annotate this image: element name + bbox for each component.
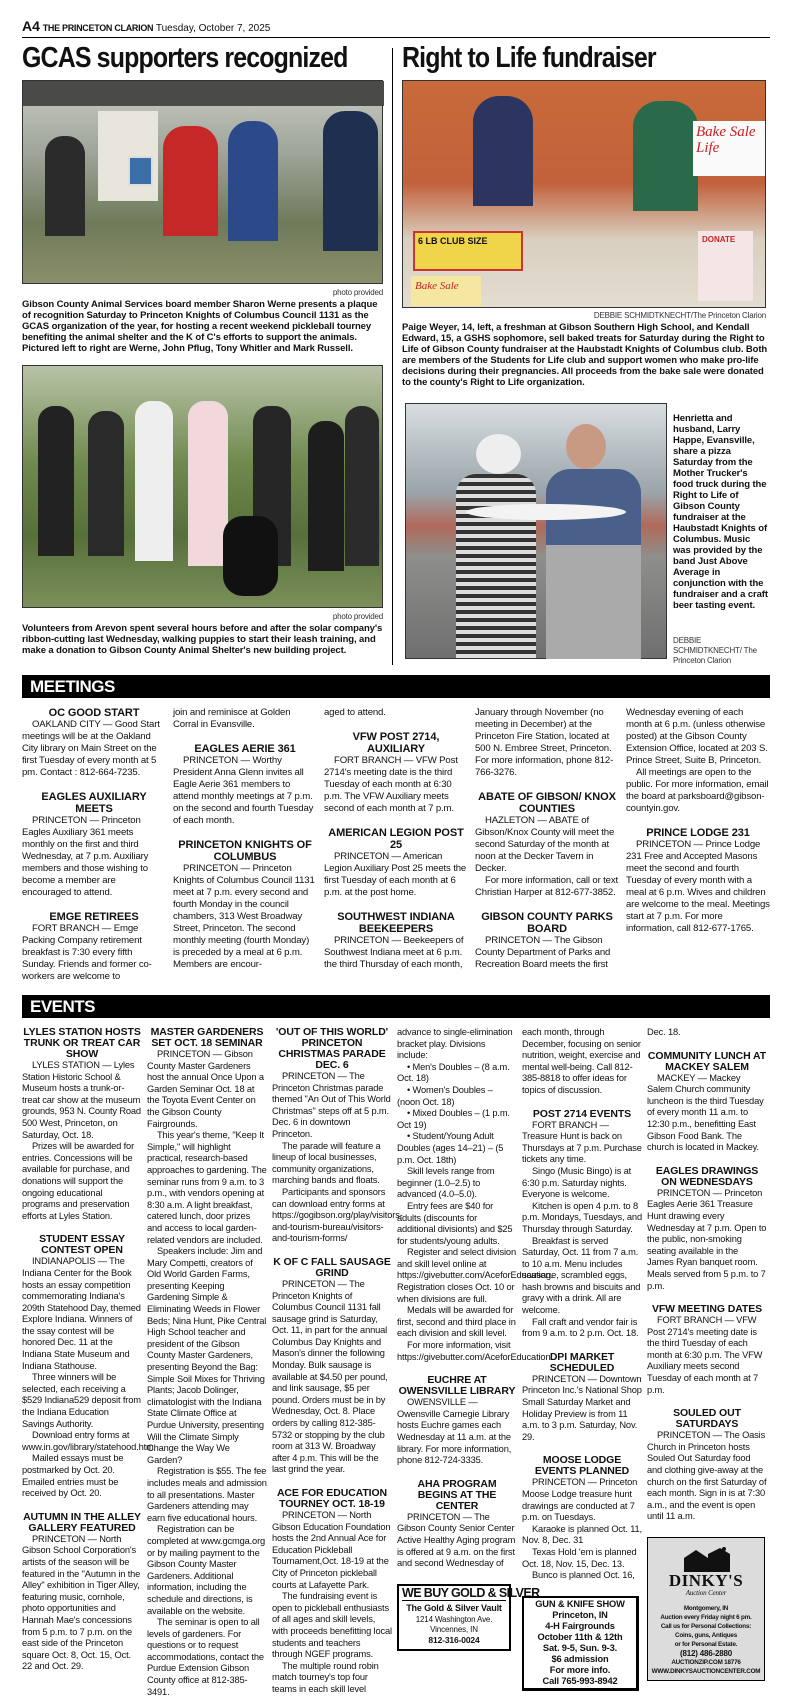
item-heading: MASTER GARDENERS SET OCT. 18 SEMINAR <box>150 1026 264 1049</box>
meetings-column <box>173 707 317 971</box>
item-paragraph: PRINCETON — The Princeton Christmas parade themed "An Out of This World Christmas" steps off at 5 p.m. Dec. 6 in downtown Princeton. <box>272 1071 391 1139</box>
item-paragraph: PRINCETON — Beekeepers of Southwest Indiana meet at 6 p.m. the third Thursday of each month, <box>324 935 464 970</box>
item-paragraph: • Mixed Doubles – (1 p.m. Oct 19) <box>397 1108 510 1130</box>
gun-ad-line: Princeton, IN <box>552 1609 608 1620</box>
ad-gun-knife-show <box>522 1596 639 1691</box>
item-paragraph: Kitchen is open 4 p.m. to 8 p.m. Mondays, Tuesdays, and Thursday through Saturday. <box>522 1200 642 1234</box>
item-heading: MOOSE LODGE EVENTS PLANNED <box>534 1454 630 1478</box>
item-paragraph: Fall craft and vendor fair is from 9 a.m. to 2 p.m. Oct. 18. <box>522 1316 639 1339</box>
ad-gold-city: Vincennes, IN <box>430 1624 478 1634</box>
item-heading: PRINCE LODGE 231 <box>646 827 750 839</box>
item-heading: LYLES STATION HOSTS TRUNK OR TREAT CAR SHOW <box>23 1026 141 1060</box>
item-paragraph: FORT BRANCH — VFW Post 2714's meeting date is the third Tuesday of each month at 6:30 p.m. The VFW Auxiliary meets second of each month at 7 p.m. <box>324 755 458 814</box>
events-column <box>272 1026 403 1696</box>
item-paragraph: Karaoke is planned Oct. 11, Nov. 8, Dec. 31 <box>522 1523 642 1546</box>
sign-bake-sale-bottom: Bake Sale <box>411 276 481 306</box>
item-paragraph: PRINCETON — Downtown Princeton Inc.'s National Shop Small Saturday Market and Holiday Preview is from 11 a.m. to 3 p.m. Saturday, Nov. 29. <box>522 1373 642 1442</box>
item-paragraph: Entry fees are $40 for adults (discounts for additional divisionts) and $25 for students/young adults. <box>397 1200 513 1246</box>
dinky-logo: DINKY'S <box>668 1571 744 1590</box>
sign-life-text: Life <box>696 140 720 156</box>
item-paragraph: • Men's Doubles – (8 a.m. Oct. 18) <box>397 1061 510 1084</box>
item-paragraph: PRINCETON — Princeton Eagles Auxiliary 361 meets monthly on the first and third Wednesday, at 7 p.m. Auxiliary members and those wishing to become a member are encouraged to attend. <box>22 815 149 898</box>
item-paragraph: each month, through December, focusing on senior nutrition, weight, exercise and mental well-being. Call 812-385-8818 to offer ideas for topics of discussion. <box>522 1027 641 1095</box>
item-paragraph: Medals will be awarded for first, second and third place in each division and skill level. <box>397 1305 516 1339</box>
item-paragraph: aged to attend. <box>324 707 386 718</box>
dinky-ad-line: Montgomery, IN <box>683 1605 729 1612</box>
gun-ad-line: $6 admission <box>551 1653 609 1664</box>
item-paragraph: Three winners will be selected, each receiving a $529 Indiana529 deposit from the Indiana Education Savings Authority. <box>22 1372 141 1429</box>
item-paragraph: MACKEY — Mackey Salem Church community luncheon is the third Tuesday of every month 11 a.m. to 12:30 p.m., benefitting East Gibson Food Bank. The church is located in Mackey. <box>647 1072 764 1153</box>
item-heading: SOUTHWEST INDIANA BEEKEEPERS <box>337 911 455 935</box>
events-column <box>647 1027 767 1681</box>
paper-name: THE PRINCETON CLARION <box>42 23 154 33</box>
item-heading: EUCHRE AT OWENSVILLE LIBRARY <box>398 1374 516 1398</box>
gun-ad-line: Call 765-993-8942 <box>542 1675 618 1686</box>
item-heading: ABATE OF GIBSON/ KNOX COUNTIES <box>478 791 616 815</box>
photo2-caption: Volunteers from Arevon spent several hours before and after the solar company's ribbon-cutting last Wednesday, walking puppies to start their leash training, and make a donation to Gibson County Animal Shelter's new building project. <box>22 623 383 656</box>
item-heading: K OF C FALL SAUSAGE GRIND <box>273 1255 391 1279</box>
listings-section <box>22 675 770 1708</box>
meetings-columns <box>22 707 770 983</box>
item-paragraph: • Women's Doubles – (noon Oct. 18) <box>397 1084 493 1107</box>
item-paragraph: Participants and sponsors can download entry forms at https://gogibson.org/play/visitors-and-tourism-bureau/visitors-and-tourism-forms/ <box>272 1186 403 1244</box>
item-paragraph: Registration is $55. The fee includes meals and admission to all presentations. Master Gardeners attending may earn five educational hours. <box>147 1466 267 1523</box>
item-paragraph: PRINCETON — The Oasis Church in Princeton hosts Souled Out Saturday food and clothing give-away at the church on the first Saturday of each month. Sign in is at 7:30 a.m., and the event is open until 11 a.m. <box>647 1430 767 1522</box>
events-header: EVENTS <box>22 995 770 1018</box>
photo-happe-couple <box>405 403 667 659</box>
meetings-column <box>22 707 166 983</box>
dinky-ad-line: Auction every Friday night 6 pm. <box>660 1614 752 1621</box>
item-paragraph: OAKLAND CITY — Good Start meetings will be at the Oakland City library on Main Street on the first Tuesday of every month at 5 pm. Contact : 812-664-7235. <box>22 719 160 778</box>
page-folio <box>22 18 270 34</box>
dinky-lines <box>649 1604 763 1676</box>
item-heading: EAGLES AERIE 361 <box>194 743 296 755</box>
item-paragraph: Singo (Music Bingo) is at 6:30 p.m. Saturday nights. Everyone is welcome. <box>522 1165 632 1200</box>
item-paragraph: INDIANAPOLIS — The Indiana Center for the Book hosts an essay competition commemorating Indiana's 209th Statehood Day, themed Explore Indiana. Winners of the ssay contest will be honored Dec. 11 at the Indiana State Museum and Indiana Stathouse. <box>22 1256 141 1371</box>
photo-bake-sale <box>402 80 766 308</box>
item-heading: AMERICAN LEGION POST 25 <box>328 827 464 851</box>
item-paragraph: The fundraising event is open to pickleball enthusiasts of all ages and skill levels, with proceeds benefitting local students and teachers through NGEF programs. <box>272 1591 392 1660</box>
item-heading: PRINCETON KNIGHTS OF COLUMBUS <box>178 839 312 863</box>
meetings-column <box>475 707 619 971</box>
ad-gold-phone: 812-316-0024 <box>428 1634 480 1645</box>
item-paragraph: Prizes will be awarded for entries. Concessions will be available for purchase, and donations will support the ongoing educational programs and preservation efforts at Lyles Station. <box>22 1141 135 1221</box>
item-heading: EAGLES DRAWINGS ON WEDNESDAYS <box>655 1164 759 1188</box>
item-paragraph: PRINCETON — Princeton Eagles Aerie 361 Treasure Hunt drawing every Wednesday at 7 p.m. Open to the public, non-smoking seating available in the James Ryan banquet room. Meals served from 5 p.m. to 7 p.m. <box>647 1187 767 1291</box>
item-paragraph: PRINCETON — Princeton Knights of Columbus Council 1131 meet at 7 p.m. every second and fourth Monday in the council chambers, 313 West Broadway Street, Princeton. The second monthly meeting (fourth Monday) is preceded by a meal at 6 p.m. Members are encour- <box>173 863 315 970</box>
item-paragraph: Mailed essays must be postmarked by Oct. 20. Emailed entries must be received by Oct. 20. <box>22 1453 124 1499</box>
item-paragraph: All meetings are open to the public. For more information, email the board at parksboard@gibson-countyin.gov. <box>626 767 769 814</box>
item-paragraph: PRINCETON — North Gibson School Corporation's artists of the season will be featured in the "Autumn in the Alley" exhibition in Tiger Alley, featuring music, cornhole, photo opportunities and Hannah Mae's concessions from 5 p.m. to 7 p.m. on the east side of the Princeton square Oct. 8, Oct. 15, Oct. 22 and Oct. 29. <box>22 1533 141 1672</box>
item-heading: 'OUT OF THIS WORLD' PRINCETON CHRISTMAS PARADE DEC. 6 <box>275 1026 389 1071</box>
item-paragraph: PRINCETON — Princeton Moose Lodge treasure hunt drawings are conducted at 7 p.m. on Tuesdays. <box>522 1477 638 1523</box>
item-paragraph: Skill levels range from beginner (1.0–2.5) to advanced (4.0–5.0). <box>397 1166 495 1200</box>
sign-club-size: 6 LB CLUB SIZE <box>413 231 523 271</box>
item-paragraph: Registration can be completed at www.gcmga.org or by mailing payment to the Gibson County Master Gardeners. Additional information, including the schedule and directions, is available on the website. <box>147 1524 266 1616</box>
meetings-column <box>626 707 770 935</box>
item-paragraph: PRINCETON — Worthy President Anna Glenn invites all Eagle Aerie 361 members to attend monthly meetings at 7 p.m. on the second and fourth Tuesday of each month. <box>173 755 314 826</box>
item-paragraph: join and reminisce at Golden Corral in Evansville. <box>173 707 291 730</box>
sign-bake-sale-text: Bake Sale <box>696 124 756 140</box>
item-heading: VFW MEETING DATES <box>651 1303 763 1316</box>
item-paragraph: advance to single-elimination bracket play. Divisions include: <box>397 1027 513 1061</box>
meetings-header: MEETINGS <box>22 675 770 698</box>
item-paragraph: LYLES STATION — Lyles Station Historic School & Museum hosts a trunk-or-treat car show at the museum grounds, 953 N. County Road 500 West, Princeton, on Saturday, Oct. 18. <box>22 1060 141 1140</box>
ad-gold-name: The Gold & Silver Vault <box>406 1603 502 1614</box>
events-column <box>22 1026 154 1673</box>
gun-ad-line: October 11th & 12th <box>537 1631 623 1642</box>
item-heading: DPI MARKET SCHEDULED <box>549 1350 615 1374</box>
item-paragraph: January through November (no meeting in December) at the Princeton Fire Station, located at 500 N. Embree Street, Princeton. For more information, phone 812-766-3276. <box>475 707 614 778</box>
item-paragraph: Speakers include: Jim and Mary Competti, creators of Old World Garden Farms, presenting Keeping Gardening Simple & Eliminating Weeds in Flower Beds; Nina Hunt, Pike Central High School teacher and president of the Gibson County Master Gardeners, presenting Beyond the Bag: Simple Soil Mixes for Thriving Plants; Jacob Dolinger, climatologist with the Indiana State Climate Office at Purdue University, presenting Will the Climate Simply Change the Way We Garden? <box>147 1246 267 1465</box>
dinky-ad-line: Coins, guns, Antiques <box>674 1632 738 1639</box>
item-paragraph: Download entry forms at www.in.gov/library/statehood.htm <box>22 1430 154 1452</box>
item-paragraph: • Student/Young Adult Doubles (ages 14–21) – (5 p.m. Oct. 18th) <box>397 1131 504 1165</box>
left-headline: GCAS supporters recognized <box>22 42 348 74</box>
item-paragraph: This year's theme, "Keep It Simple," will highlight practical, research-based approaches to gardening. The seminar runs from 9 a.m. to 3 p.m., with vendors opening at 8:30 a.m. A light breakfast, catered lunch, door prizes and access to local garden-related vendors are included. <box>147 1130 267 1245</box>
item-heading: ACE FOR EDUCATION TOURNEY OCT. 18-19 <box>276 1487 388 1510</box>
dinky-ad-line: WWW.DINKYSAUCTIONCENTER.COM <box>651 1668 761 1675</box>
events-column <box>147 1027 267 1698</box>
item-paragraph: OWENSVILLE — Owensville Carnegie Library hosts Euchre games each Wednesday at 11 a.m. at the library. For more information, phone 812-724-3335. <box>397 1397 512 1466</box>
item-paragraph: The seminar is open to all levels of gardeners. For questions or to request accommodations, contact the Purdue Extension Gibson County office at 812-385-3491. <box>147 1617 264 1697</box>
item-heading: POST 2714 EVENTS <box>532 1107 632 1120</box>
photo1-caption: Gibson County Animal Services board member Sharon Werne presents a plaque of recognition Saturday to Princeton Knights of Columbus Council 1131 as the GCAS organization of the year, for hosting a recent weekend pickleball tourney benefiting the animal shelter and the K of C's efforts to support the animals. Pictured left to right are Werne, John Pflug, Tony Whitler and Mark Russell. <box>22 299 378 354</box>
item-paragraph: The multiple round robin match tourney's top four teams in each skill level <box>272 1660 379 1694</box>
item-paragraph: FORT BRANCH — Treasure Hunt is back on Thursdays at 7 p.m. Purchase tickets any time. <box>522 1119 642 1165</box>
events-columns <box>22 1027 770 1698</box>
item-heading: AHA PROGRAM BEGINS AT THE CENTER <box>417 1477 497 1512</box>
item-paragraph: Breakfast is served Saturday, Oct. 11 from 7 a.m. to 10 a.m. Menu includes sausage, scrambled eggs, hash browns and biscuits and gravy with a drink. All are welcome. <box>522 1235 641 1316</box>
photo-arevon-volunteers <box>22 365 383 608</box>
ad-dinkys-auction <box>647 1537 765 1681</box>
dinky-ad-line: (812) 486-2880 <box>680 1649 732 1658</box>
events-column <box>522 1027 642 1691</box>
item-heading: OC GOOD START <box>48 707 140 719</box>
right-photo2-credit: DEBBIE SCHMIDTKNECHT/ The Princeton Clarion <box>673 636 757 665</box>
dinky-logo-sub: Auction Center <box>685 1589 727 1597</box>
dinky-ad-line: AUCTIONZIP.COM 18776 <box>671 1659 741 1666</box>
item-paragraph: PRINCETON — The Gibson County Senior Center Active Healthy Aging program is offered at 9 a.m. on the first and second Wednesday of <box>397 1511 516 1569</box>
gun-ad-line: GUN & KNIFE SHOW <box>535 1598 625 1609</box>
photo1-credit: photo provided <box>332 288 383 297</box>
item-heading: EMGE RETIREES <box>49 911 139 923</box>
item-heading: GIBSON COUNTY PARKS BOARD <box>481 911 613 935</box>
right-photo1-caption: Paige Weyer, 14, left, a freshman at Gibson Southern High School, and Kendall Edward, 15, a GSHS sophomore, sell baked treats for Saturday during the Right to Life of Gibson County fundraiser at the Haubstadt Knights of Columbus club. Both are members of the Students for Life club and support women who make pro-life decisions during their pregnancies. All proceeds from the bake sale were donated to the county's Right to Life organization. <box>402 322 768 388</box>
ad-gold-title: WE BUY GOLD & SILVER <box>402 1585 540 1600</box>
item-paragraph: PRINCETON — North Gibson Education Foundation hosts the 2nd Annual Ace for Education Pickleball Tournament,Oct. 18-19 at the City of Princeton pickleball courts at Lafayette Park. <box>272 1510 391 1590</box>
item-heading: COMMUNITY LUNCH AT MACKEY SALEM <box>647 1049 767 1073</box>
top-rule <box>22 37 770 38</box>
donate-jar: DONATE <box>698 231 753 301</box>
item-paragraph: HAZLETON — ABATE of Gibson/Knox County will meet the second Saturday of the month at noon at the Decker Tavern in Decker. <box>475 815 615 874</box>
item-heading: VFW POST 2714, AUXILIARY <box>352 731 440 755</box>
gun-ad-line: Sat. 9-5, Sun. 9-3. <box>542 1642 618 1653</box>
item-paragraph: For more information, visit https://givebutter.com/AceforEducation. <box>397 1340 553 1362</box>
issue-date: Tuesday, October 7, 2025 <box>155 23 271 34</box>
item-paragraph: FORT BRANCH — Emge Packing Company retirement breakfast is 7:30 every fifth Sunday. Friends and former co-workers are welcome to <box>22 923 152 982</box>
events-column <box>397 1027 553 1651</box>
item-paragraph: Bunco is planned Oct. 16, <box>532 1570 635 1581</box>
item-heading: SOULED OUT SATURDAYS <box>673 1407 741 1431</box>
sign-bake-sale <box>693 121 765 176</box>
ad-gold-silver <box>397 1584 540 1651</box>
ad-gold-address: 1214 Washington Ave. <box>415 1614 493 1624</box>
dinky-ad-line: Call us for Personal Collections: <box>660 1623 752 1630</box>
meetings-column <box>324 707 468 971</box>
gun-ad-line: 4-H Fairgrounds <box>545 1620 615 1631</box>
gun-ad-line: For more info. <box>549 1664 611 1675</box>
item-paragraph: Texas Hold 'em is planned Oct. 18, Nov. 15, Dec. 13. <box>522 1546 637 1569</box>
item-paragraph: For more information, call or text Christian Harper at 812-677-3852. <box>475 875 618 898</box>
photo2-credit: photo provided <box>332 612 383 621</box>
item-paragraph: The parade will feature a lineup of local businesses, community organizations, marching bands and floats. <box>272 1140 381 1186</box>
item-paragraph: PRINCETON — Prince Lodge 231 Free and Accepted Masons meet the second and fourth Tuesday of every month with a meal at 6 p.m. Wives and children are welcome to the meal. Meetings start at 7 p.m. For more information, call 812-677-1765. <box>626 839 770 934</box>
photo-gcas-plaque <box>22 80 383 284</box>
item-heading: AUTUMN IN THE ALLEY GALLERY FEATURED <box>23 1510 141 1534</box>
item-paragraph: Register and select division and skill level online at https://givebutter.com/AceforEducation. Registration closes Oct. 10 or when divisions are full. <box>397 1247 553 1304</box>
item-paragraph: PRINCETON — The Gibson County Department of Parks and Recreation Board meets the first <box>475 935 611 970</box>
item-paragraph: Wednesday evening of each month at 6 p.m. (unless otherwise posted) at the Gibson County Extension Office, located at 203 S. Prince Street, Suite B, Princeton. <box>626 707 768 766</box>
item-paragraph: PRINCETON — Gibson County Master Gardeners host the annual Once Upon a Garden Seminar Oct. 18 at the Toyota Event Center on the Gibson County Fairgrounds. <box>147 1049 264 1129</box>
item-paragraph: PRINCETON — American Legion Auxiliary Post 25 meets the first Tuesday of each month at 6 p.m. at the post home. <box>324 851 467 898</box>
right-photo2-caption: Henrietta and husband, Larry Happe, Evansville, share a pizza Saturday from the Mother Trucker's food truck during the Right to Life of Gibson County fundraiser at the Haubstadt Knights of Columbus. Music was provided by the band Just Above Average in conjunction with the fundraiser and a craft beer tasting event. <box>673 413 768 611</box>
right-photo1-credit: DEBBIE SCHMIDTKNECHT/The Princeton Clarion <box>593 311 766 320</box>
barn-logo-icon <box>676 1546 736 1572</box>
page-number: A4 <box>22 18 40 34</box>
right-headline: Right to Life fundraiser <box>402 42 656 74</box>
dinky-ad-line: or for Personal Estate. <box>674 1641 738 1648</box>
item-paragraph: Dec. 18. <box>647 1027 681 1037</box>
item-paragraph: FORT BRANCH — VFW Post 2714's meeting date is the third Tuesday of each month at 6:30 p.m. The VFW Auxiliary meets second Tuesday of each month at 7 p.m. <box>647 1315 763 1395</box>
item-heading: STUDENT ESSAY CONTEST OPEN <box>39 1233 125 1257</box>
column-divider <box>392 48 393 665</box>
item-heading: EAGLES AUXILIARY MEETS <box>41 791 147 815</box>
item-paragraph: PRINCETON — The Princeton Knights of Columbus Council 1131 fall sausage grind is Saturday, Oct. 11, in part for the annual Columbus Day Knights and Mason's dinner the following Monday. Bulk sausage is available at $4.50 per pound, and link sausage, $5 per pound. Orders must be in by Wednesday, Oct. 8. Place orders by calling 812-385-5732 or stopping by the club room at 313 W. Broadway after 4 p.m. This will be the last grind the year. <box>272 1278 388 1475</box>
